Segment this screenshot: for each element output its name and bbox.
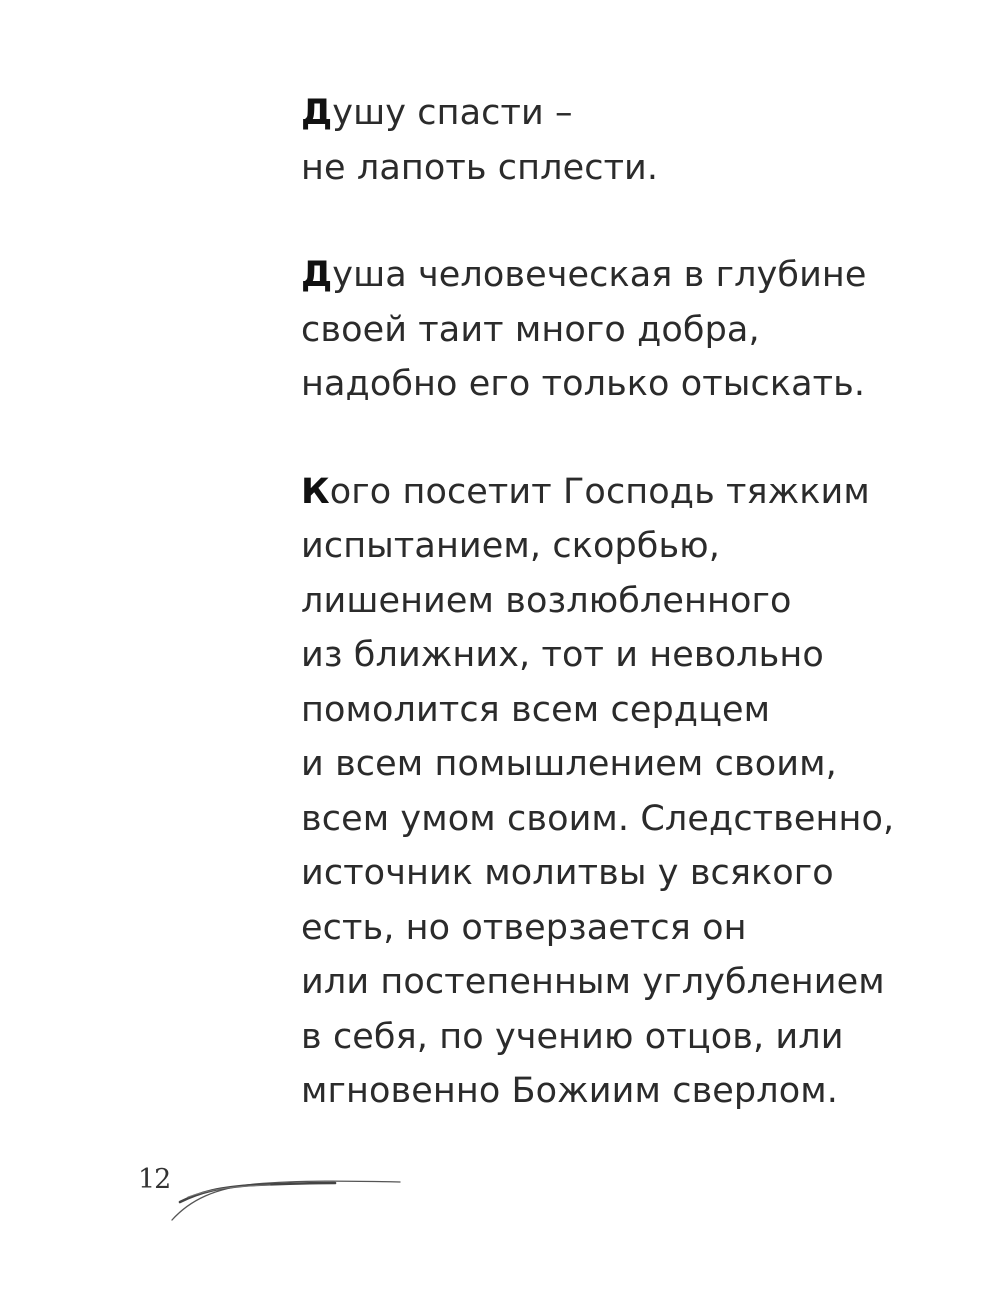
main-text	[301, 86, 941, 1172]
drop-initial: К	[301, 471, 330, 512]
page-number: 12	[138, 1164, 171, 1195]
drop-initial: Д	[301, 255, 333, 295]
text-line: не лапоть сплести.	[301, 147, 659, 188]
text-line	[301, 465, 941, 520]
text-line	[301, 86, 941, 141]
paragraph-2	[301, 248, 941, 412]
text-line: надобно его только отыскать.	[301, 364, 866, 404]
text-line: в себя, по учению отцов, или	[301, 1016, 844, 1057]
text-line: из ближних, тот и невольно	[301, 635, 824, 675]
text-line: всем умом своим. Следственно,	[301, 798, 895, 839]
drop-initial: Д	[301, 93, 333, 133]
paragraph-3	[301, 465, 941, 1119]
text-line: и всем помышлением своим,	[301, 744, 837, 784]
text-line: своей таит много добра,	[301, 309, 760, 350]
line-text: уша человеческая в глубине	[332, 255, 867, 295]
ornament-flourish	[160, 1150, 410, 1230]
text-line: мгновенно Божиим сверлом.	[301, 1071, 838, 1111]
text-line: источник молитвы у всякого	[301, 853, 834, 893]
text-line: или постепенным углублением	[301, 962, 885, 1002]
text-line: помолится всем сердцем	[301, 689, 771, 730]
line-text: ушу спасти –	[332, 93, 573, 133]
text-line: испытанием, скорбью,	[301, 526, 720, 566]
paragraph-1	[301, 86, 941, 195]
line-text: ого посетит Господь тяжким	[329, 471, 870, 512]
text-line	[301, 248, 941, 303]
text-line: есть, но отверзается он	[301, 907, 747, 948]
text-line: лишением возлюбленного	[301, 580, 792, 621]
